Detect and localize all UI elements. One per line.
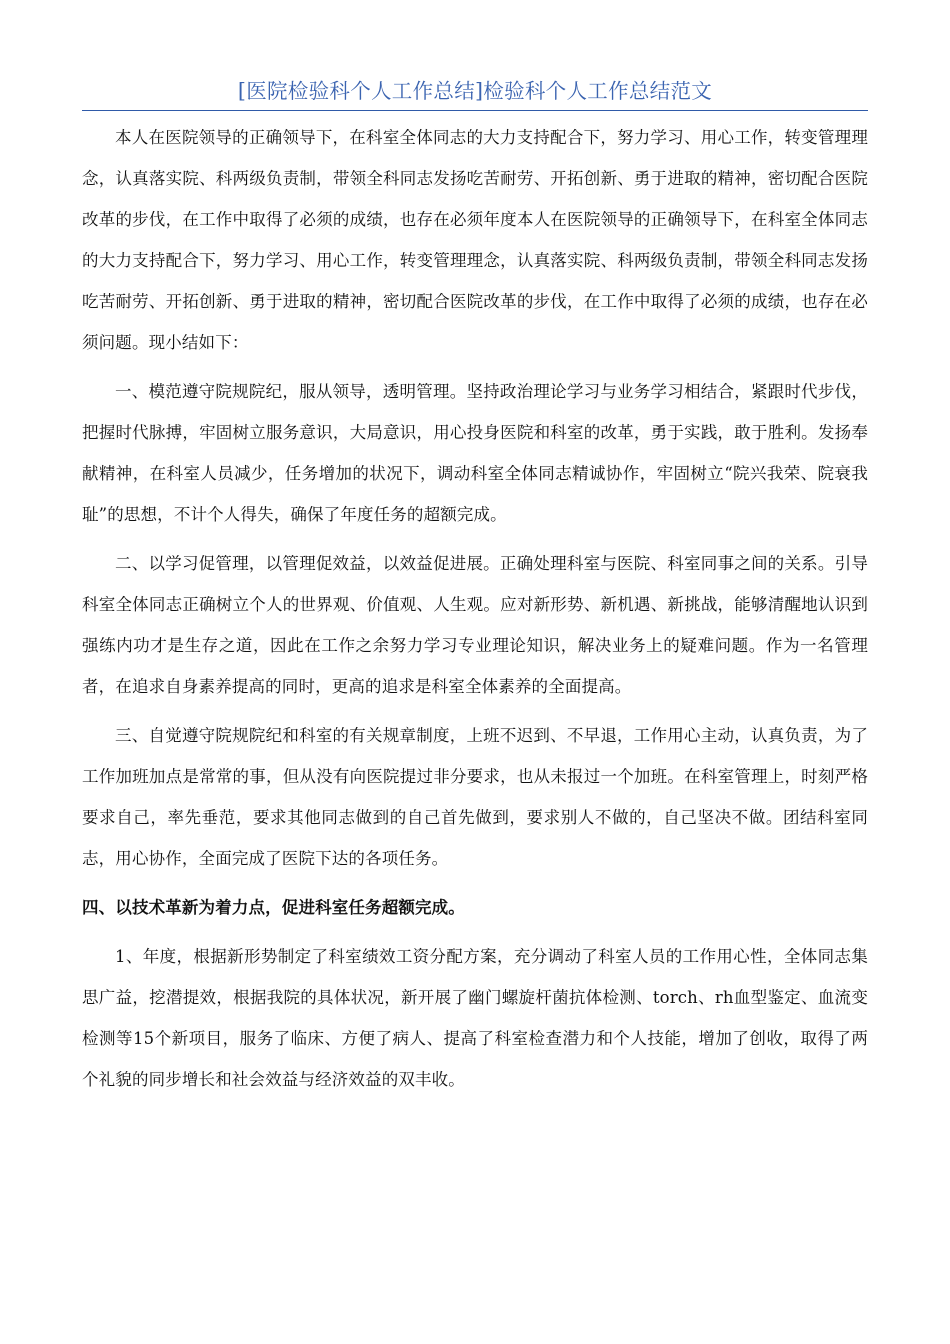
document-title: [医院检验科个人工作总结]检验科个人工作总结范文: [237, 79, 713, 103]
document-header: [82, 76, 868, 111]
paragraph-intro: 本人在医院领导的正确领导下，在科室全体同志的大力支持配合下，努力学习、用心工作，转变管理理念，认真落实院、科两级负责制，带领全科同志发扬吃苦耐劳、开拓创新、勇于进取的精神，密切配合医院改革的步伐，在工作中取得了必须的成绩，也存在必须年度本人在医院领导的正确领导下，在科室全体同志的大力支持配合下，努力学习、用心工作，转变管理理念，认真落实院、科两级负责制，带领全科同志发扬吃苦耐劳、开拓创新、勇于进取的精神，密切配合医院改革的步伐，在工作中取得了必须的成绩，也存在必须问题。现小结如下：: [82, 128, 868, 352]
paragraph-section-2: 二、以学习促管理，以管理促效益，以效益促进展。正确处理科室与医院、科室同事之间的关系。引导科室全体同志正确树立个人的世界观、价值观、人生观。应对新形势、新机遇、新挑战，能够清醒地认识到强练内功才是生存之道，因此在工作之余努力学习专业理论知识，解决业务上的疑难问题。作为一名管理者，在追求自身素养提高的同时，更高的追求是科室全体素养的全面提高。: [82, 554, 868, 696]
section-heading-4: 四、以技术革新为着力点，促进科室任务超额完成。: [82, 898, 465, 917]
paragraph-section-3: 三、自觉遵守院规院纪和科室的有关规章制度，上班不迟到、不早退，工作用心主动，认真负责，为了工作加班加点是常常的事，但从没有向医院提过非分要求，也从未报过一个加班。在科室管理上，时刻严格要求自己，率先垂范，要求其他同志做到的自己首先做到，要求别人不做的，自己坚决不做。团结科室同志，用心协作，全面完成了医院下达的各项任务。: [82, 726, 868, 868]
paragraph-section-1: 一、模范遵守院规院纪，服从领导，透明管理。坚持政治理论学习与业务学习相结合，紧跟时代步伐，把握时代脉搏，牢固树立服务意识，大局意识，用心投身医院和科室的改革，勇于实践，敢于胜利。发扬奉献精神，在科室人员减少，任务增加的状况下，调动科室全体同志精诚协作，牢固树立“院兴我荣、院衰我耻”的思想，不计个人得失，确保了年度任务的超额完成。: [82, 382, 868, 524]
paragraph-section-4-item-1: 1、年度，根据新形势制定了科室绩效工资分配方案，充分调动了科室人员的工作用心性，全体同志集思广益，挖潜提效，根据我院的具体状况，新开展了幽门螺旋杆菌抗体检测、torch、rh血型鉴定、血流变检测等15个新项目，服务了临床、方便了病人、提高了科室检查潜力和个人技能，增加了创收，取得了两个礼貌的同步增长和社会效益与经济效益的双丰收。: [82, 947, 868, 1089]
document-body: [82, 117, 868, 1100]
